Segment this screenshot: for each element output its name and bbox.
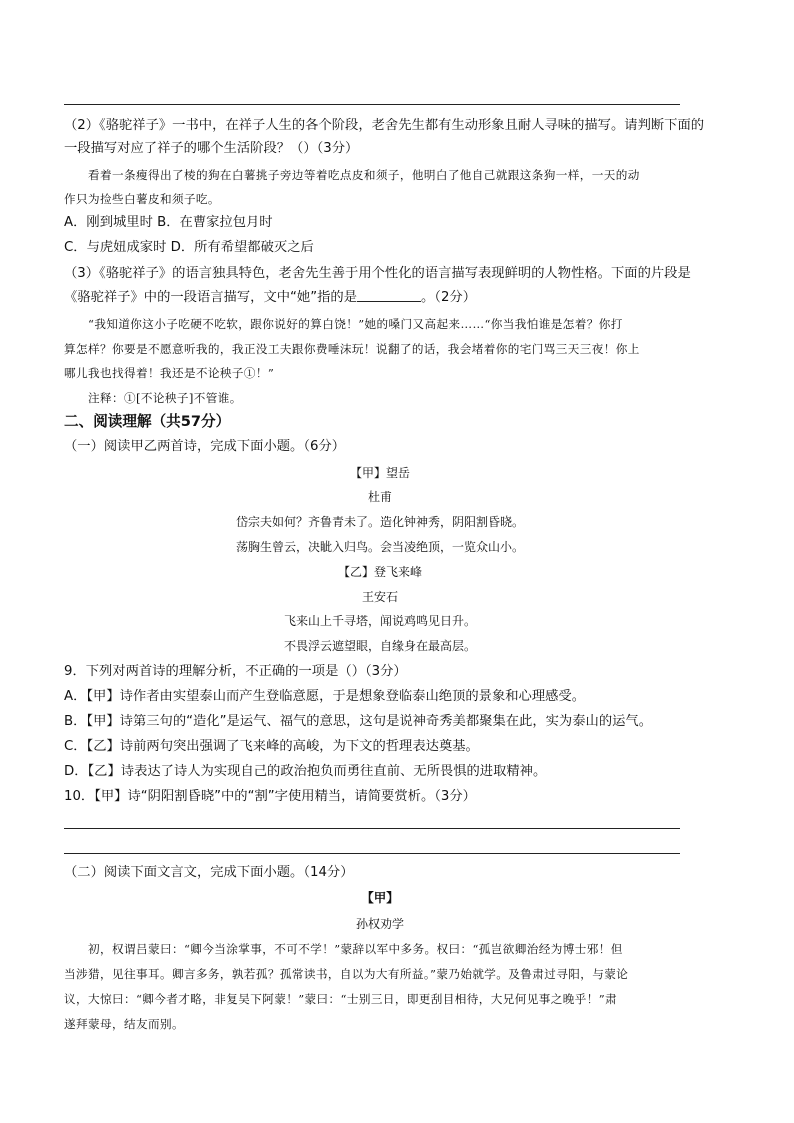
text-a-line2: 当涉猎，见往事耳。卿言多务，孰若孤？孤常读书，自以为大有所益。”蒙乃始就学。及鲁肃过寻阳，与蒙论 — [64, 967, 629, 981]
section2-heading: 二、阅读理解（共57分） — [64, 413, 231, 430]
q9-option-d: D．【乙】诗表达了诗人为实现自己的政治抱负而勇往直前、无所畏惧的进取精神。 — [64, 764, 547, 779]
q3-quote-line1: “我知道你这小子吃硬不吃软，跟你说好的算白饶！”她的嗓门又高起来……“你当我怕谁是怎着？你打 — [88, 317, 623, 331]
text-a-line3: 议，大惊曰：“卿今者才略，非复吴下阿蒙！”蒙曰：“士别三日，即更刮目相待，大兄何见事之晚乎！”肃 — [64, 992, 618, 1006]
answer-line-2[interactable] — [64, 853, 680, 854]
poem-a-line2: 荡胸生曾云，决眦入归鸟。会当凌绝顶，一览众山小。 — [235, 540, 524, 554]
q10-stem: 10．【甲】诗“阴阳割昏晓”中的“割”字使用精当，请简要赏析。（3分） — [64, 789, 476, 804]
text-a-title: 孙权劝学 — [355, 917, 404, 931]
q2-stem-line2: 一段描写对应了祥子的哪个生活阶段？（）（3分） — [64, 141, 359, 156]
poem-a-title: 【甲】望岳 — [349, 466, 410, 480]
poem-b-author: 王安石 — [361, 590, 398, 604]
q2-options-cd: C．与虎妞成家时 D．所有希望都破灭之后 — [64, 240, 314, 255]
poem-b-line2: 不畏浮云遮望眼，自缘身在最高层。 — [283, 639, 476, 653]
q2-options-ab: A．刚到城里时 B．在曹家拉包月时 — [64, 215, 273, 230]
answer-blank[interactable] — [357, 289, 421, 302]
q3-note: 注释：①[不论秧子]不管谁。 — [88, 391, 242, 405]
poem-a-line1: 岱宗夫如何？齐鲁青未了。造化钟神秀，阴阳割昏晓。 — [235, 515, 524, 529]
answer-line-1[interactable] — [64, 828, 680, 829]
q9-stem: 9．下列对两首诗的理解分析，不正确的一项是（）（3分） — [64, 664, 407, 679]
q3-quote-line2: 算怎样？你要是不愿意听我的，我正没工夫跟你费唾沫玩！说翻了的话，我会堵着你的宅门骂三天三夜！你上 — [64, 342, 640, 356]
q2-stem-line1: （2）《骆驼祥子》一书中，在祥子人生的各个阶段，老舍先生都有生动形象且耐人寻味的描写。请判断下面的 — [64, 118, 705, 133]
q3-stem-text: 《骆驼祥子》中的一段语言描写，文中“她”指的是 — [64, 290, 358, 305]
q9-option-a: A．【甲】诗作者由实望泰山而产生登临意愿，于是想象登临泰山绝顶的景象和心理感受。 — [64, 689, 586, 704]
poem-a-author: 杜甫 — [367, 490, 392, 504]
q9-option-b: B．【甲】诗第三句的“造化”是运气、福气的意思，这句是说神奇秀美都聚集在此，实为泰山的运气。 — [64, 714, 653, 729]
q3-stem-line2 — [64, 289, 476, 307]
part2-intro: （二）阅读下面文言文，完成下面小题。（14分） — [64, 865, 354, 880]
q9-option-c: C．【乙】诗前两句突出强调了飞来峰的高峻，为下文的哲理表达奠基。 — [64, 739, 479, 754]
q3-quote-line3: 哪儿我也找得着！我还是不论秧子①！” — [64, 366, 275, 380]
poem-b-title: 【乙】登飞来峰 — [337, 565, 422, 579]
top-divider — [64, 104, 680, 105]
text-a-line1: 初，权谓吕蒙曰：“卿今当涂掌事，不可不学！”蒙辞以军中多务。权曰：“孤岂欲卿治经为博士邪！但 — [88, 942, 623, 956]
q3-stem-score: 。（2分） — [421, 290, 477, 305]
poem-b-line1: 飞来山上千寻塔，闻说鸡鸣见日升。 — [283, 614, 476, 628]
q2-excerpt-line2: 作只为捡些白薯皮和须子吃。 — [64, 192, 220, 206]
part1-intro: （一）阅读甲乙两首诗，完成下面小题。（6分） — [64, 439, 346, 454]
q3-stem-line1: （3）《骆驼祥子》的语言独具特色，老舍先生善于用个性化的语言描写表现鲜明的人物性格。下面的片段是 — [64, 266, 691, 281]
q2-excerpt-line1: 看着一条瘦得出了棱的狗在白薯挑子旁边等着吃点皮和须子，他明白了他自己就跟这条狗一样，一天的动 — [88, 168, 640, 182]
text-a-label: 【甲】 — [361, 890, 399, 905]
text-a-line4: 遂拜蒙母，结友而别。 — [64, 1017, 184, 1031]
